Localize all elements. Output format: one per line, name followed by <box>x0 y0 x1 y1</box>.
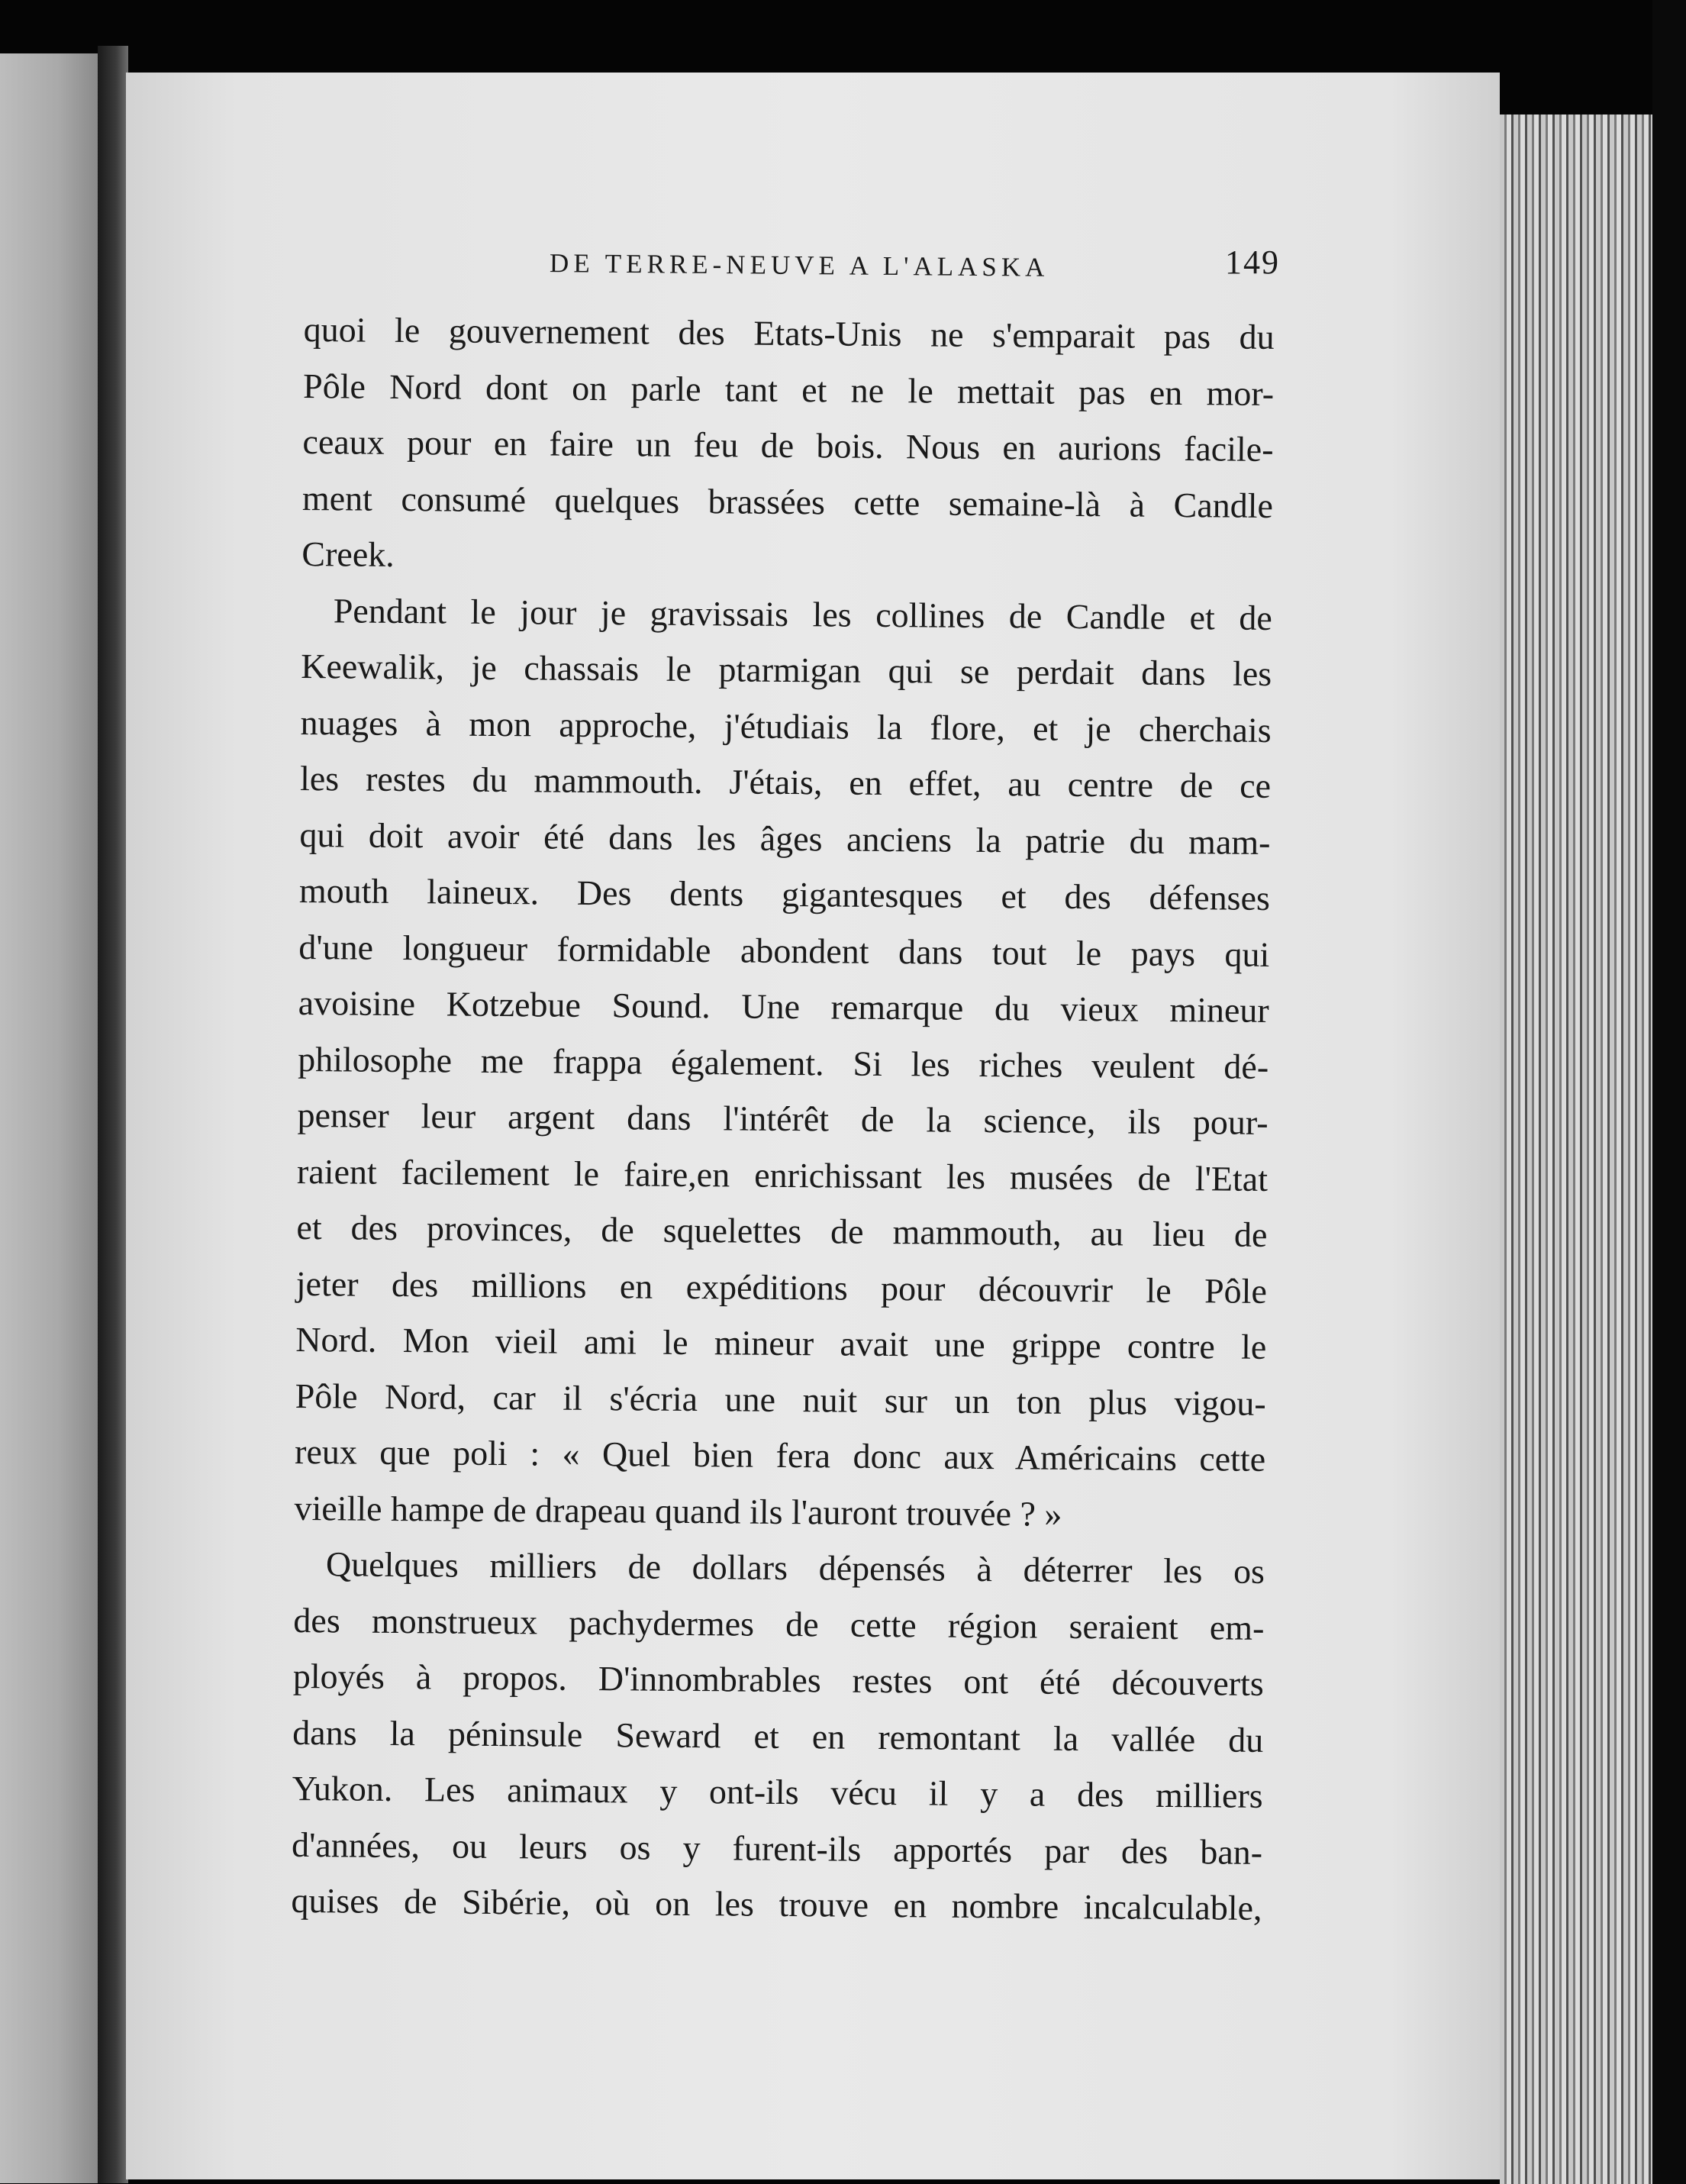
text-line: dans la péninsule Seward et en remontant la vallée du <box>292 1712 1264 1760</box>
text-line: Pôle Nord dont on parle tant et ne le mettait pas en mor- <box>302 366 1275 413</box>
text-line: mouth laineux. Des dents gigantesques et des défenses <box>298 870 1271 918</box>
text-line: ceaux pour en faire un feu de bois. Nous en aurions facile- <box>302 421 1274 469</box>
page-edges-stack <box>1500 115 1652 2184</box>
gutter-shadow <box>98 46 128 2183</box>
text-line: Pôle Nord, car il s'écria une nuit sur un ton plus vigou- <box>295 1376 1266 1423</box>
text-line: jeter des millions en expéditions pour découvrir le Pôle <box>295 1263 1268 1311</box>
text-line: nuages à mon approche, j'étudiais la flore, et je cherchais <box>300 702 1272 750</box>
text-line: Nord. Mon vieil ami le mineur avait une grippe contre le <box>295 1319 1267 1366</box>
text-line: Creek. <box>301 534 395 574</box>
text-line: philosophe me frappa également. Si les riches veulent dé- <box>298 1039 1269 1086</box>
text-line: quises de Sibérie, où on les trouve en nombre incalculable, <box>291 1880 1262 1928</box>
text-line: Keewalik, je chassais le ptarmigan qui se perdait dans les <box>301 646 1272 693</box>
paragraph-start-line: Quelques milliers de dollars dépensés à déterrer les os <box>325 1544 1265 1591</box>
text-line: les restes du mammouth. J'étais, en effet, au centre de ce <box>299 758 1272 805</box>
text-line: raient facilement le faire,en enrichissant les musées de l'Etat <box>296 1151 1269 1198</box>
scan-border <box>1652 0 1686 2184</box>
paragraph-start-line: Pendant le jour je gravissais les collines de Candle et de <box>333 590 1272 637</box>
text-line: et des provinces, de squelettes de mammouth, au lieu de <box>296 1207 1268 1254</box>
text-line: ployés à propos. D'innombrables restes ont été découverts <box>292 1656 1265 1703</box>
running-head: DE TERRE-NEUVE A L'ALASKA <box>549 248 1049 282</box>
text-line: vieille hampe de drapeau quand ils l'auront trouvée ? » <box>294 1488 1062 1534</box>
text-line: d'une longueur formidable abondent dans tout le pays qui <box>298 927 1270 974</box>
text-line: qui doit avoir été dans les âges anciens la patrie du mam- <box>299 815 1271 862</box>
body-text <box>291 302 1275 1936</box>
text-line: penser leur argent dans l'intérêt de la science, ils pour- <box>297 1095 1269 1142</box>
text-line: Yukon. Les animaux y ont-ils vécu il y a des milliers <box>292 1768 1263 1815</box>
text-line: d'années, ou leurs os y furent-ils apportés par des ban- <box>291 1824 1263 1872</box>
text-line: quoi le gouvernement des Etats-Unis ne s'emparait pas du <box>303 309 1275 356</box>
text-line: avoisine Kotzebue Sound. Une remarque du vieux mineur <box>298 982 1269 1030</box>
facing-page-edge <box>0 53 98 2183</box>
text-line: ment consumé quelques brassées cette semaine-là à Candle <box>301 478 1274 525</box>
text-line: reux que poli : « Quel bien fera donc aux Américains cette <box>294 1431 1266 1479</box>
text-line: des monstrueux pachydermes de cette région seraient em- <box>293 1600 1265 1647</box>
page-number: 149 <box>1225 244 1280 281</box>
